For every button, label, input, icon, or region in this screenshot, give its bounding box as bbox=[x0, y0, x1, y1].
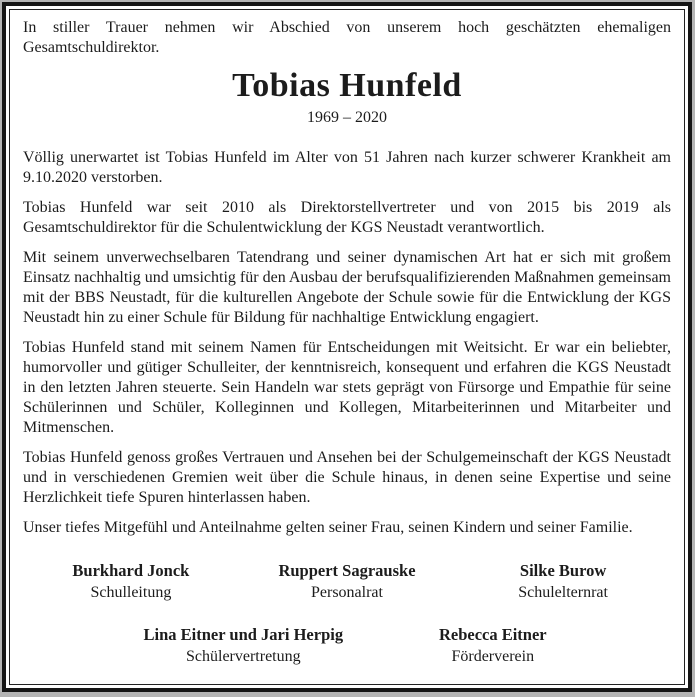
signatures-section bbox=[23, 560, 671, 672]
signature-name: Burkhard Jonck bbox=[72, 561, 190, 580]
obituary-paragraph: Mit seinem unverwechselbaren Tatendrang und seiner dynamischen Art hat er sich mit großem Einsatz nachhaltig und umsichtig für den Ausbau der berufsqualifizierenden Maßnahmen gemeinsam mit der BBS Neustadt, für die kulturellen Angebote der Schule sowie für die Entwicklung der KGS Neustadt hin zu einer Schule für Bildung für nachhaltige Entwicklung engagiert. bbox=[23, 249, 671, 326]
signature-schulelternrat bbox=[455, 560, 671, 604]
signature-role: Schulleitung bbox=[90, 584, 172, 601]
signature-role: Personalrat bbox=[311, 584, 383, 601]
signature-personalrat bbox=[239, 560, 455, 604]
obituary-notice-content bbox=[9, 9, 685, 685]
signature-name: Ruppert Sagrauske bbox=[278, 561, 416, 580]
intro-text: In stiller Trauer nehmen wir Abschied von unserem hoch geschätzten ehemaligen Gesamtschuldirektor. bbox=[23, 19, 671, 56]
signature-role: Schülervertretung bbox=[186, 648, 301, 665]
signature-schuelervertretung bbox=[107, 624, 379, 668]
signature-name: Lina Eitner und Jari Herpig bbox=[143, 625, 344, 644]
life-years: 1969 – 2020 bbox=[307, 109, 387, 126]
signature-role: Schulelternrat bbox=[518, 584, 608, 601]
deceased-name: Tobias Hunfeld bbox=[232, 67, 462, 104]
signatures-row-2 bbox=[23, 624, 671, 668]
obituary-paragraph: Tobias Hunfeld war seit 2010 als Direktorstellvertreter und von 2015 bis 2019 als Gesamtschuldirektor für die Schulentwicklung der KGS Neustadt verantwortlich. bbox=[23, 199, 671, 236]
obituary-paragraph: Unser tiefes Mitgefühl und Anteilnahme gelten seiner Frau, seinen Kindern und seiner Familie. bbox=[23, 519, 633, 536]
obituary-paragraph: Völlig unerwartet ist Tobias Hunfeld im Alter von 51 Jahren nach kurzer schwerer Krankheit am 9.10.2020 verstorben. bbox=[23, 149, 671, 186]
obituary-paragraph: Tobias Hunfeld genoss großes Vertrauen und Ansehen bei der Schulgemeinschaft der KGS Neustadt und in verschiedenen Gremien weit über die Schule hinaus, in denen seine Expertise und seine Herzlichkeit tiefe Spuren hinterlassen haben. bbox=[23, 449, 671, 506]
signature-role: Förderverein bbox=[451, 648, 535, 665]
signature-name: Silke Burow bbox=[519, 561, 607, 580]
obituary-paragraph: Tobias Hunfeld stand mit seinem Namen für Entscheidungen mit Weitsicht. Er war ein beliebter, humorvoller und gütiger Schulleiter, der kenntnisreich, konsequent und erfahren die KGS Neustadt in den letzten Jahren steuerte. Sein Handeln war stets geprägt von Fürsorge und Empathie für seine Schülerinnen und Schüler, Kolleginnen und Kollegen, Mitarbeiterinnen und Mitarbeiter und Mitmenschen. bbox=[23, 339, 671, 436]
signature-name: Rebecca Eitner bbox=[438, 625, 547, 644]
signature-foerderverein bbox=[379, 624, 606, 668]
obituary-notice-frame bbox=[2, 2, 692, 692]
signatures-row-1 bbox=[23, 560, 671, 604]
signature-schulleitung bbox=[23, 560, 239, 604]
